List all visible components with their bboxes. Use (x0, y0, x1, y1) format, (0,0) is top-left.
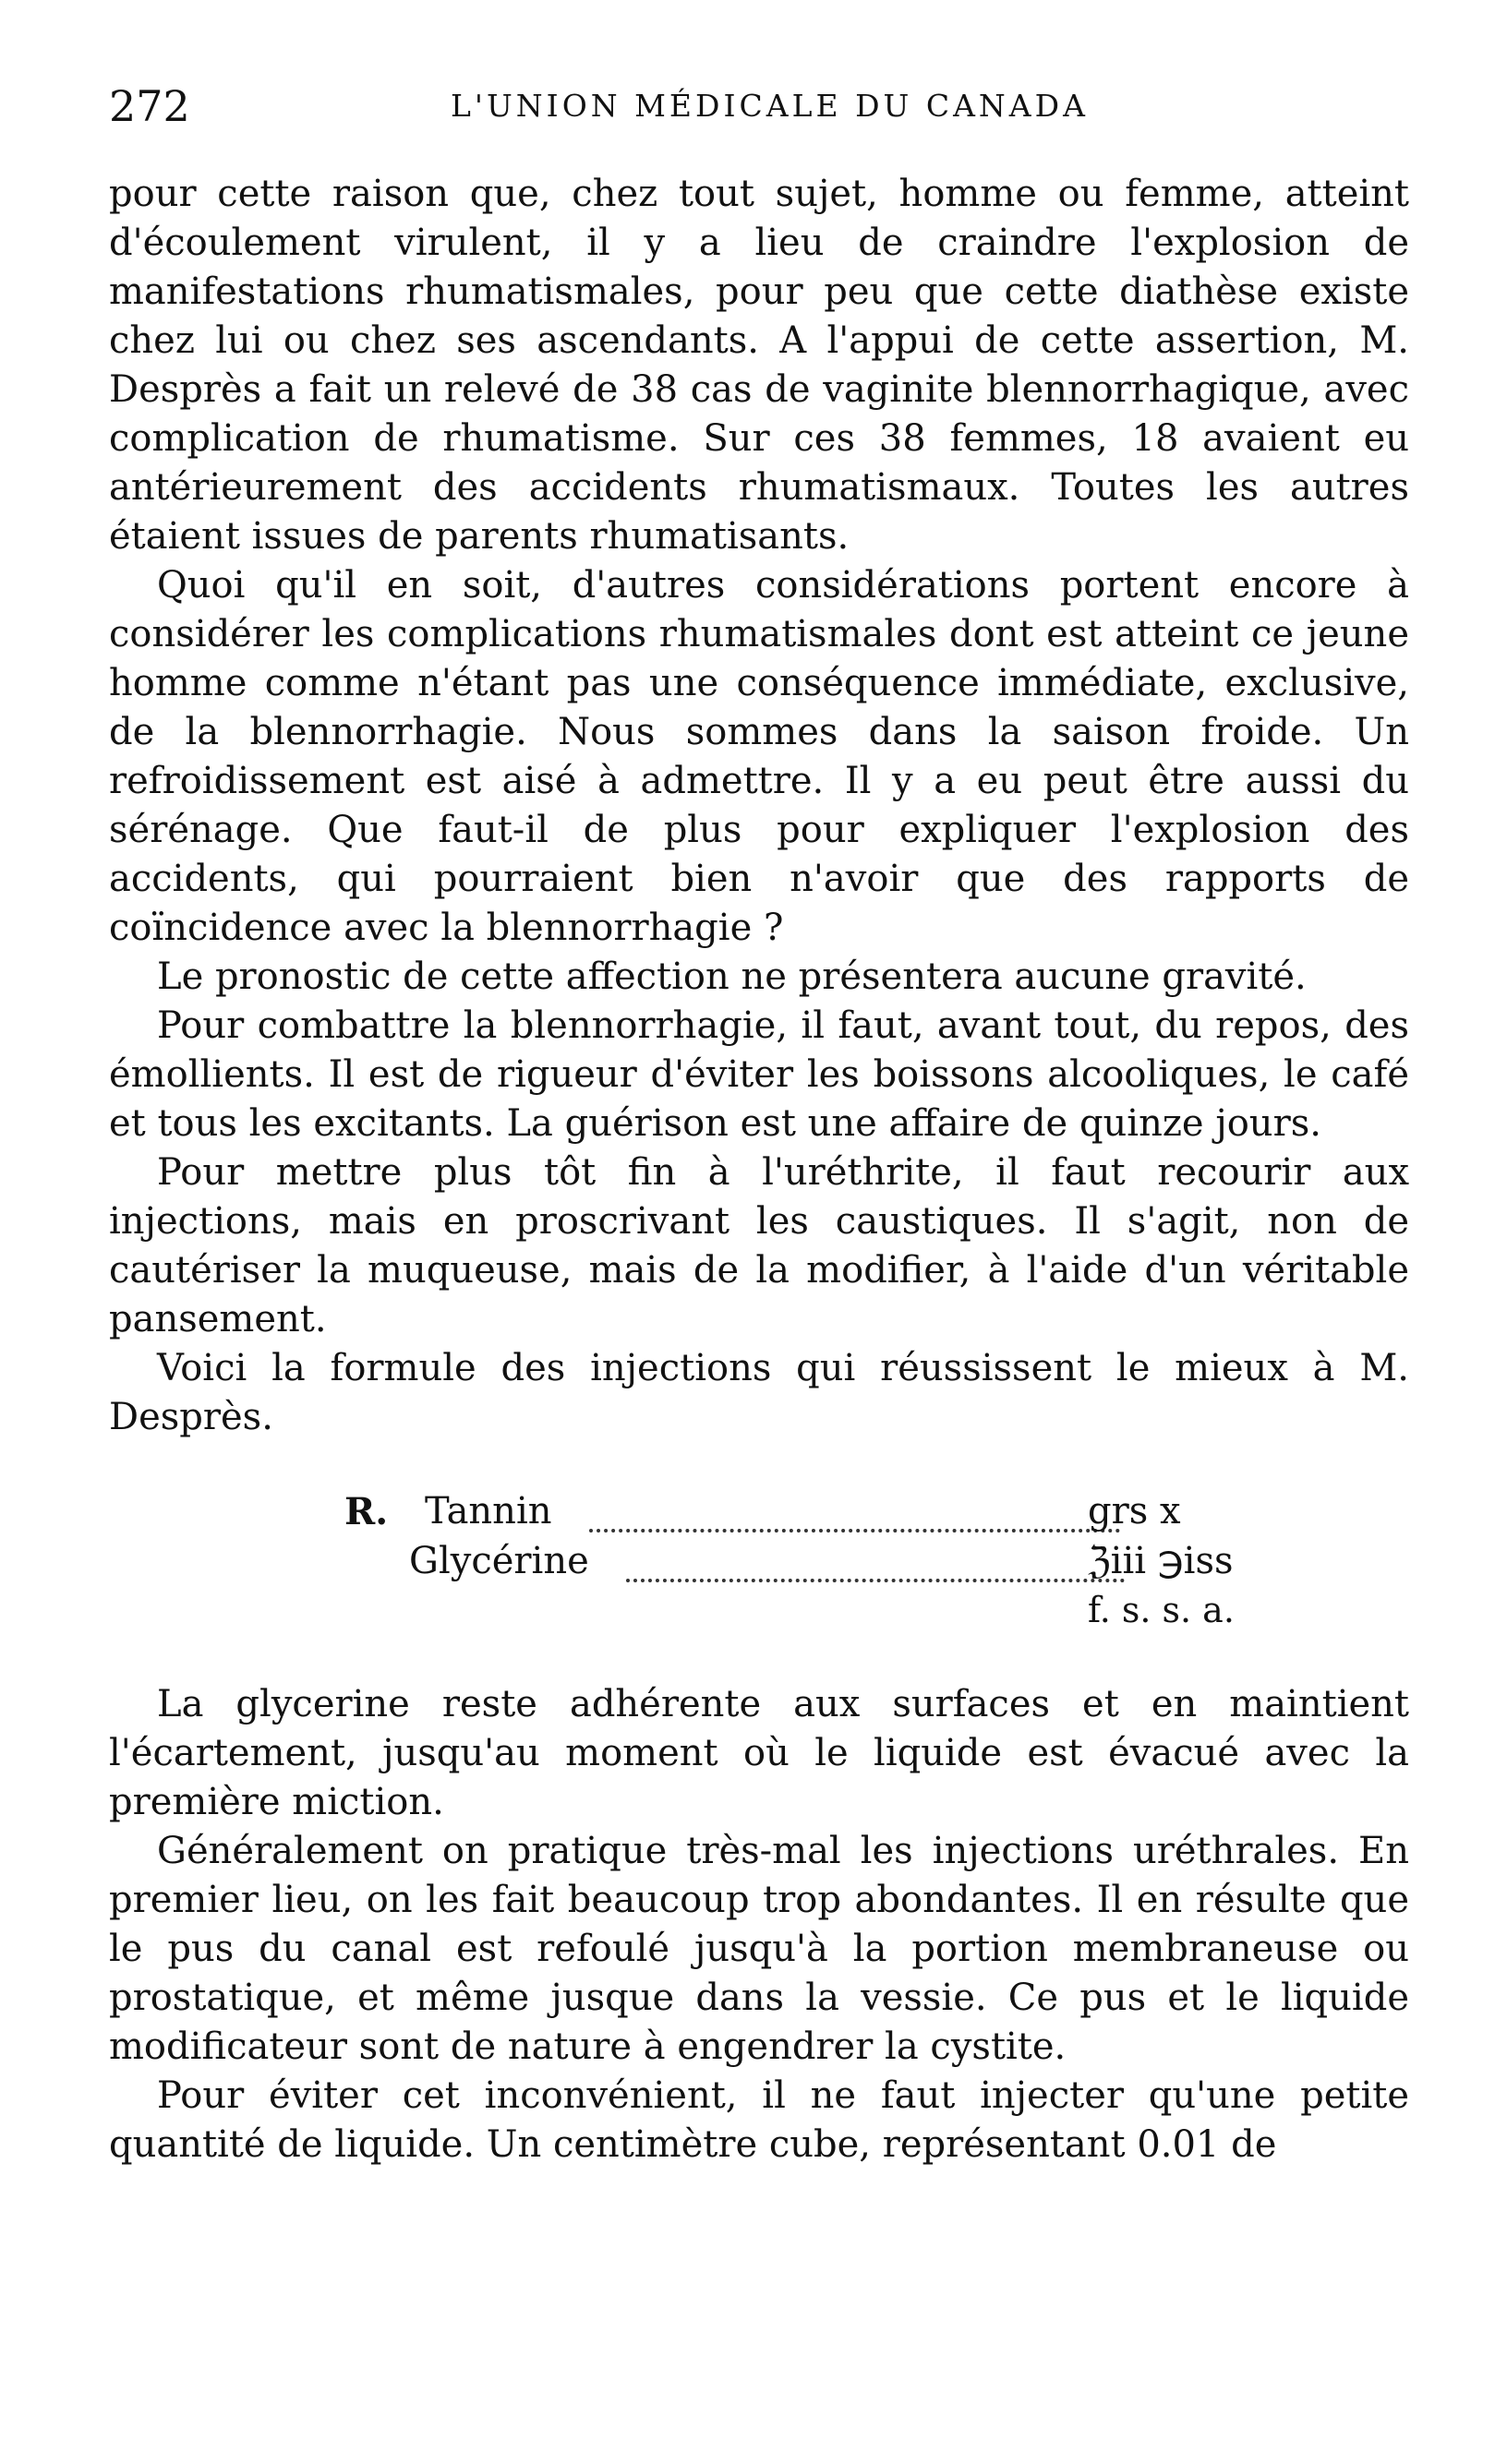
ingredient-name: Glycérine (409, 1540, 589, 1582)
paragraph: Pour mettre plus tôt fin à l'uréthrite, il faut recourir aux injections, mais en proscrivant les caustiques. Il s'agit, non de cautériser la muqueuse, mais de la modifier, à l'aide d'un véritable pansement. (109, 1151, 1409, 1340)
formula-line-closing (109, 1590, 1409, 1636)
dot-leader (589, 1501, 1120, 1532)
formula-line-glycerine (109, 1540, 1409, 1586)
paragraph: Pour combattre la blennorrhagie, il faut, avant tout, du repos, des émollients. Il est de rigueur d'éviter les boissons alcooliques, le café et tous les excitants. La guérison est une affaire de quinze jours. (109, 1004, 1409, 1145)
paragraph: Le pronostic de cette affection ne présentera aucune gravité. (157, 956, 1307, 998)
ingredient-amount: grs x (1088, 1490, 1181, 1532)
ingredient-amount: ℨiii ℈iss (1088, 1540, 1234, 1582)
journal-title: L'UNION MÉDICALE DU CANADA (451, 88, 1089, 124)
paragraph: Généralement on pratique très-mal les injections uréthrales. En premier lieu, on les fait beaucoup trop abondantes. Il en résulte que le pus du canal est refoulé jusqu'à la portion membraneuse ou prostatique, et même jusque dans la vessie. Ce pus et le liquide modificateur sont de nature à engendrer la cystite. (109, 1830, 1409, 2068)
rx-symbol: R. (344, 1490, 389, 1533)
running-head (109, 74, 1402, 138)
page-number: 272 (109, 81, 190, 131)
ingredient-name: Tannin (425, 1490, 552, 1532)
formula-closing: f. s. s. a. (1088, 1590, 1235, 1630)
dot-leader (626, 1551, 1125, 1582)
paragraph: Quoi qu'il en soit, d'autres considérations portent encore à considérer les complications rhumatismales dont est atteint ce jeune homme comme n'étant pas une conséquence immédiate, exclusive, de la blennorrhagie. Nous sommes dans la saison froide. Un refroidissement est aisé à admettre. Il y a eu peut être aussi du sérénage. Que faut-il de plus pour expliquer l'explosion des accidents, qui pourraient bien n'avoir que des rapports de coïncidence avec la blennorrhagie ? (109, 564, 1409, 949)
paragraph: Voici la formule des injections qui réussissent le mieux à M. Desprès. (109, 1347, 1409, 1438)
paragraph: Pour éviter cet inconvénient, il ne faut injecter qu'une petite quantité de liquide. Un centimètre cube, représentant 0.01 de (109, 2074, 1409, 2166)
paragraph-continuation: pour cette raison que, chez tout sujet, homme ou femme, atteint d'écoulement virulent, il y a lieu de craindre l'explosion de manifestations rhumatismales, pour peu que cette diathèse existe chez lui ou chez ses ascendants. A l'appui de cette assertion, M. Desprès a fait un relevé de 38 cas de vaginite blennorrhagique, avec complication de rhumatisme. Sur ces 38 femmes, 18 avaient eu antérieurement des accidents rhumatismaux. Toutes les autres étaient issues de parents rhumatisants. (109, 173, 1409, 558)
formula-line-tannin (109, 1490, 1409, 1536)
prescription-formula (109, 1490, 1409, 1640)
paragraph: La glycerine reste adhérente aux surfaces et en maintient l'écartement, jusqu'au moment où le liquide est évacué avec la première miction. (109, 1683, 1409, 1823)
article-body (109, 170, 1409, 2170)
